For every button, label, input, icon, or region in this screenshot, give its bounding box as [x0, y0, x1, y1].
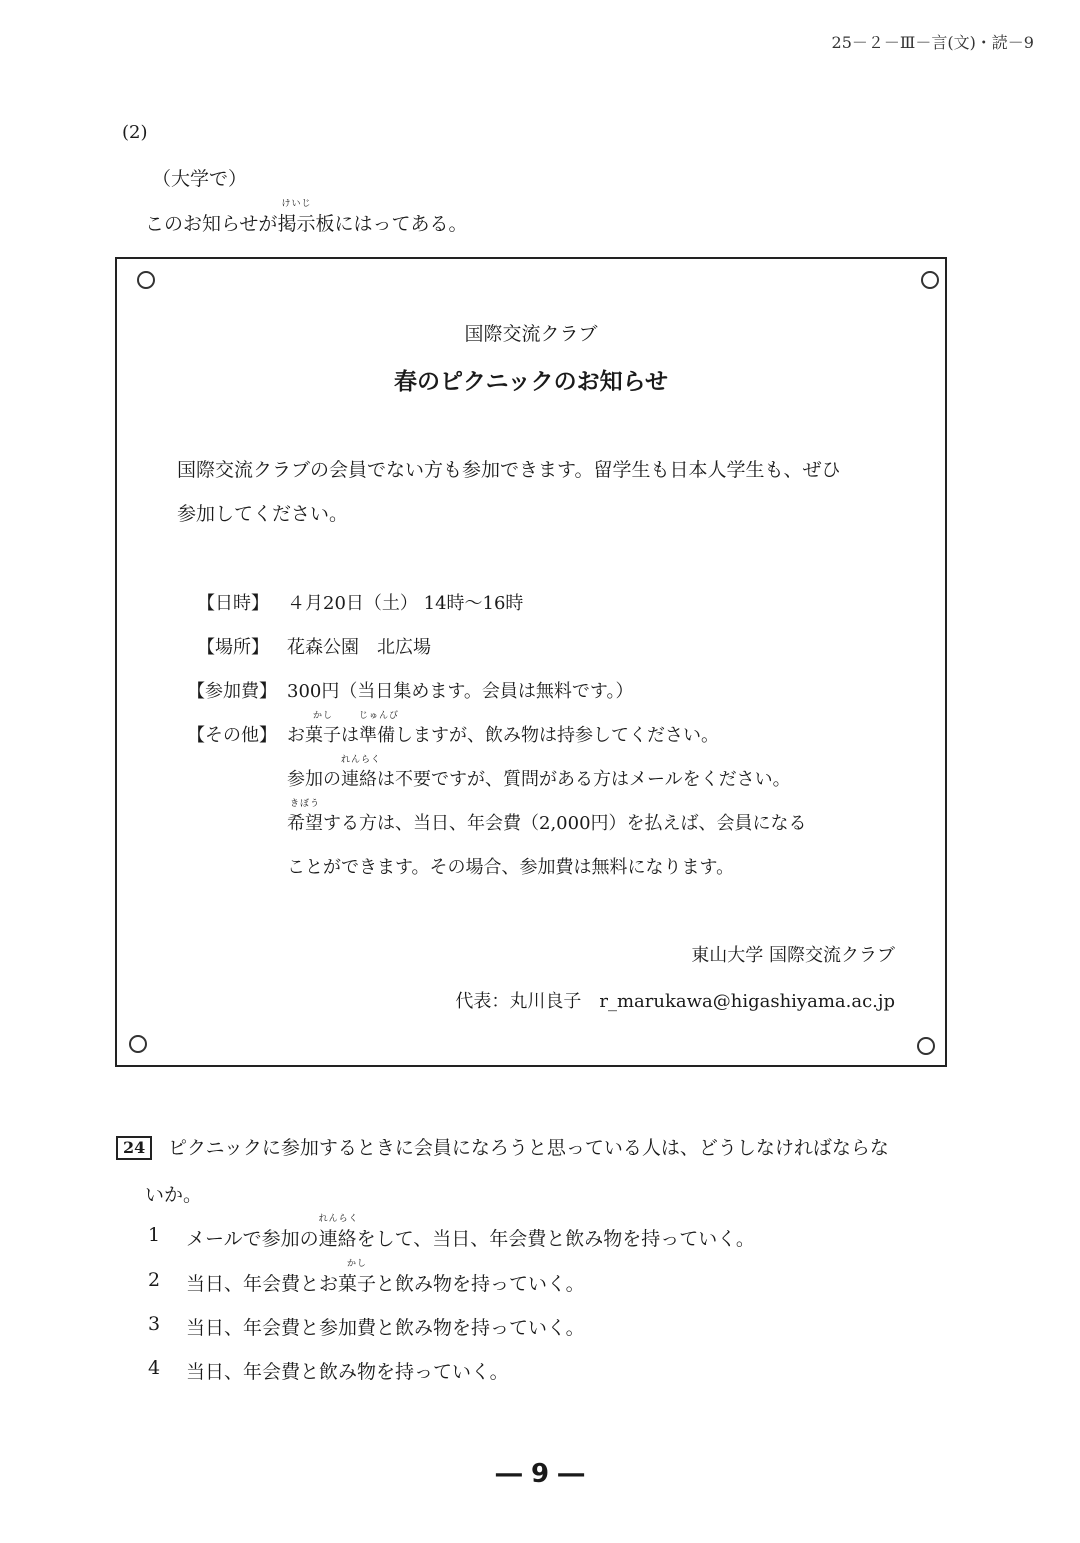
pin-icon	[129, 1035, 147, 1053]
question-text: ピクニックに参加するときに会員になろうと思っている人は、どうしなければならな	[168, 1137, 889, 1159]
question-text-continued: いか。	[145, 1184, 203, 1206]
option-number: 4	[148, 1357, 161, 1379]
detail-label-datetime: 【日時】	[197, 593, 269, 614]
detail-value-other-line: ことができます。その場合、参加費は無料になります。	[287, 857, 735, 878]
detail-label-other: 【その他】	[187, 725, 277, 746]
page-number: ― 9 ―	[495, 1459, 585, 1489]
pin-icon	[137, 271, 155, 289]
option-number: 3	[148, 1313, 161, 1335]
intro-text: このお知らせが けいじ 掲示板にはってある。	[145, 199, 468, 235]
signature-representative: 代表：丸川良子 r_marukawa@higashiyama.ac.jp	[455, 991, 895, 1012]
option-text[interactable]: 当日、年会費と参加費と飲み物を持っていく。	[186, 1317, 585, 1339]
option-number: 2	[148, 1269, 161, 1291]
notice-body-line: 国際交流クラブの会員でない方も参加できます。留学生も日本人学生も、ぜひ	[177, 459, 841, 481]
club-name: 国際交流クラブ	[464, 323, 598, 345]
option-text[interactable]: 当日、年会費とお かし 菓子と飲み物を持っていく。	[186, 1259, 585, 1295]
context-label: （大学で）	[152, 168, 248, 190]
detail-value-fee: 300円（当日集めます。会員は無料です。）	[287, 681, 634, 702]
detail-label-place: 【場所】	[197, 637, 269, 658]
option-number: 1	[148, 1224, 161, 1246]
pin-icon	[921, 271, 939, 289]
notice-body-line: 参加してください。	[177, 503, 349, 525]
detail-value-other-line: 参加の れんらく 連絡は不要ですが、質問がある方はメールをください。	[287, 755, 791, 790]
detail-label-fee: 【参加費】	[187, 681, 277, 702]
pin-icon	[917, 1037, 935, 1055]
exam-code-header: 25－２－Ⅲ－言(文)・読－9	[831, 33, 1034, 52]
notice-title: 春のピクニックのお知らせ	[394, 368, 668, 395]
section-number: (2)	[122, 122, 148, 143]
option-text[interactable]: 当日、年会費と飲み物を持っていく。	[186, 1361, 509, 1383]
notice-board	[115, 257, 947, 1067]
question-number-box: 24	[116, 1136, 152, 1160]
detail-value-other-line: お かし 菓子は じゅんび 準備しますが、飲み物は持参してください。	[287, 711, 719, 746]
detail-value-datetime: ４月20日（土） 14時～16時	[287, 593, 524, 614]
detail-value-other-line: きぼう 希望する方は、当日、年会費（2,000円）を払えば、会員になる	[287, 799, 807, 834]
option-text[interactable]: メールで参加の れんらく 連絡をして、当日、年会費と飲み物を持っていく。	[186, 1214, 755, 1250]
signature-organization: 東山大学 国際交流クラブ	[691, 945, 895, 966]
detail-value-place: 花森公園 北広場	[287, 637, 431, 658]
